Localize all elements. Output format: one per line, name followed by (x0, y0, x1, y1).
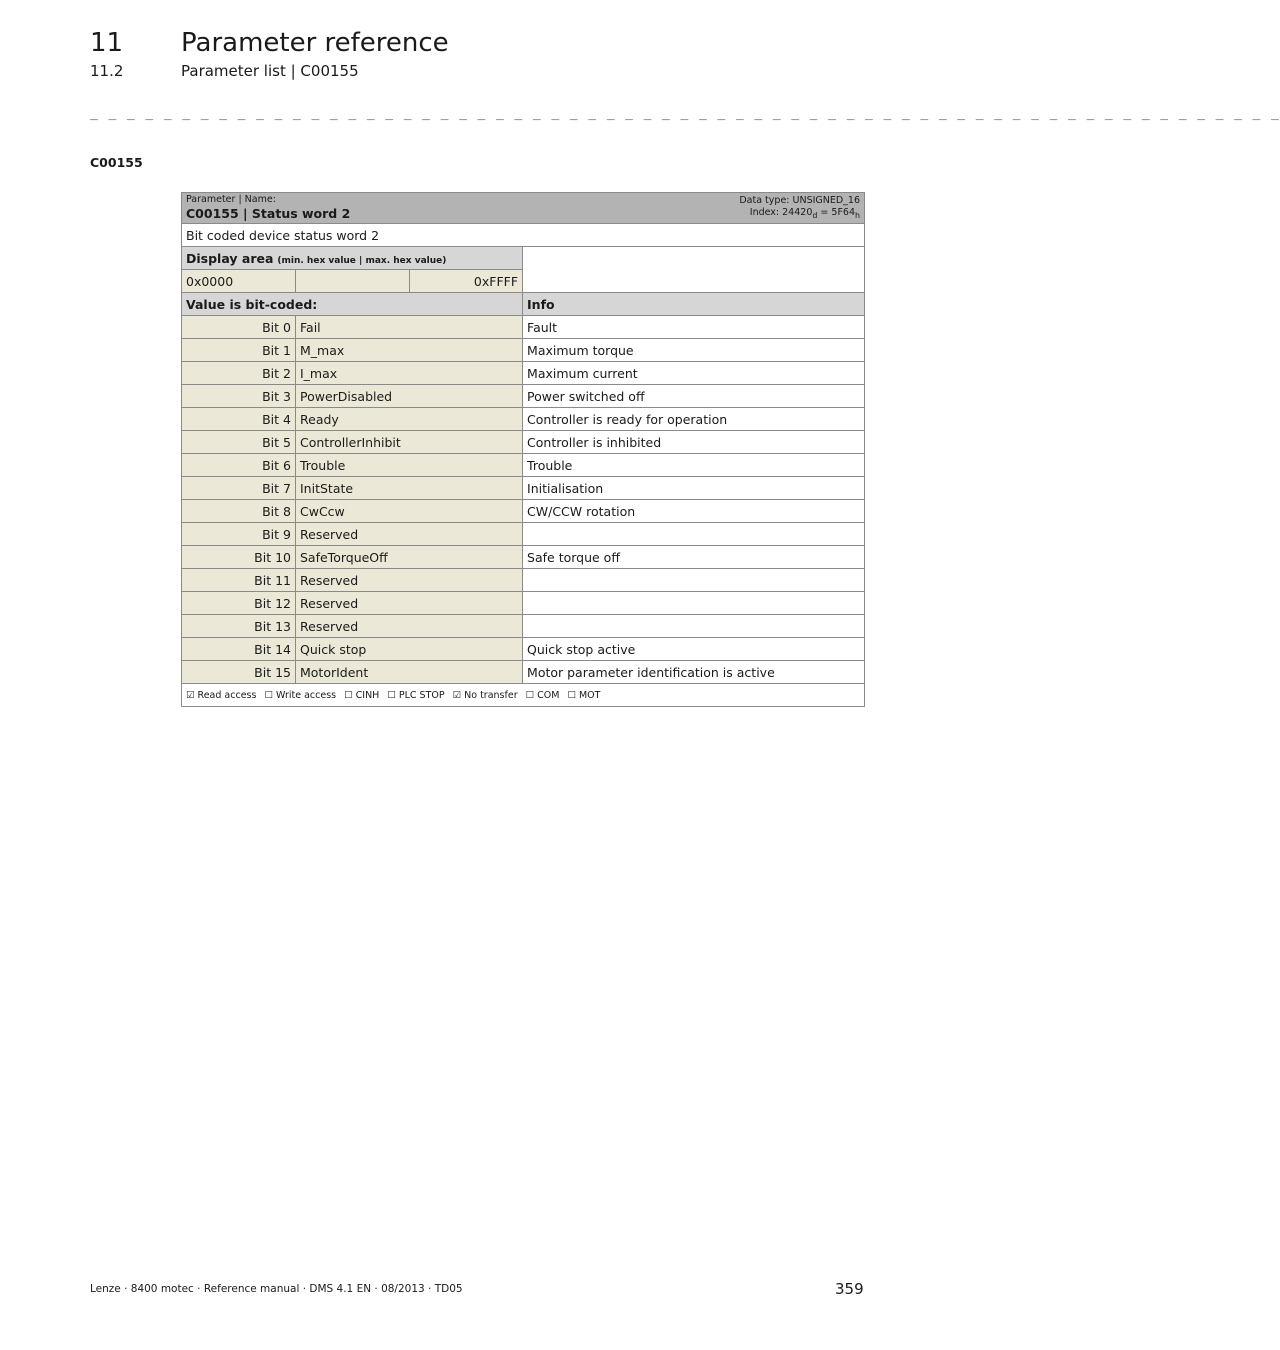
bit-number: Bit 4 (182, 408, 296, 431)
data-type: Data type: UNSIGNED_16 (739, 194, 861, 206)
bit-row (182, 477, 865, 500)
access-flag: ☐ COM (525, 689, 560, 701)
bit-info: CW/CCW rotation (523, 500, 865, 523)
index-value: Index: $24420_d = 5F64_h$ (749, 206, 861, 220)
footer-text: Lenze · 8400 motec · Reference manual · DMS 4.1 EN · 08/2013 · TD05 (90, 1283, 463, 1295)
bit-row (182, 592, 865, 615)
bit-info: Power switched off (523, 385, 865, 408)
bit-name: PowerDisabled (296, 385, 523, 408)
bit-row (182, 316, 865, 339)
bit-number: Bit 0 (182, 316, 296, 339)
description-row (182, 224, 865, 247)
access-flag: ☐ PLC STOP (387, 689, 445, 701)
min-value: 0x0000 (182, 270, 296, 293)
max-value: 0xFFFF (410, 270, 523, 293)
bit-number: Bit 7 (182, 477, 296, 500)
display-area-row (182, 247, 865, 270)
bit-row (182, 569, 865, 592)
parameter-code-heading: C00155 (90, 155, 143, 170)
display-area-blank (523, 247, 865, 293)
bit-info: Safe torque off (523, 546, 865, 569)
bit-name: Reserved (296, 569, 523, 592)
parameter-name: C00155 | Status word 2 (186, 206, 351, 221)
bit-name: SafeTorqueOff (296, 546, 523, 569)
display-area-label: Display area (186, 250, 274, 266)
chapter-title: Parameter reference (181, 28, 449, 58)
bit-header-row (182, 293, 865, 316)
bit-name: Reserved (296, 615, 523, 638)
access-flag: ☑ Read access (186, 689, 257, 701)
bit-info: Maximum torque (523, 339, 865, 362)
bit-name: Reserved (296, 523, 523, 546)
bit-info: Maximum current (523, 362, 865, 385)
bit-name: MotorIdent (296, 661, 523, 684)
bit-number: Bit 3 (182, 385, 296, 408)
bit-info: Initialisation (523, 477, 865, 500)
parameter-header-row (182, 193, 865, 224)
display-area-hint: (min. hex value | max. hex value) (277, 255, 447, 266)
access-flag: ☐ CINH (344, 689, 380, 701)
bit-row (182, 638, 865, 661)
parameter-table (181, 192, 865, 707)
info-label: Info (523, 293, 865, 316)
header-divider: _ _ _ _ _ _ _ _ _ _ _ _ _ _ _ _ _ _ _ _ _ _ _ _ _ _ _ _ _ _ _ _ _ _ _ _ _ _ _ _ _ _ _ _ _ _ _ _ _ _ _ _ _ _ _ _ _ _ _ _ _ _ _ _ _ (90, 106, 1280, 121)
bit-row (182, 454, 865, 477)
bit-name: I_max (296, 362, 523, 385)
access-flag: ☐ MOT (567, 689, 601, 701)
access-flag: ☐ Write access (264, 689, 337, 701)
bit-info: Controller is ready for operation (523, 408, 865, 431)
bit-name: Reserved (296, 592, 523, 615)
bit-info (523, 592, 865, 615)
display-area-label-cell (182, 247, 523, 270)
bit-row (182, 523, 865, 546)
access-flags (182, 684, 865, 707)
bit-info: Controller is inhibited (523, 431, 865, 454)
bit-name: Ready (296, 408, 523, 431)
section-number: 11.2 (90, 62, 124, 80)
bit-row (182, 615, 865, 638)
data-type-cell (523, 193, 865, 224)
bit-name: ControllerInhibit (296, 431, 523, 454)
bit-number: Bit 10 (182, 546, 296, 569)
bit-info (523, 615, 865, 638)
bit-number: Bit 15 (182, 661, 296, 684)
bit-info (523, 523, 865, 546)
parameter-name-cell (182, 193, 523, 224)
bit-row (182, 500, 865, 523)
bit-row (182, 661, 865, 684)
bit-info: Fault (523, 316, 865, 339)
description-cell: Bit coded device status word 2 (182, 224, 865, 247)
bit-info: Motor parameter identification is active (523, 661, 865, 684)
bit-name: Trouble (296, 454, 523, 477)
bit-name: InitState (296, 477, 523, 500)
bit-number: Bit 2 (182, 362, 296, 385)
bit-row (182, 385, 865, 408)
bit-name: M_max (296, 339, 523, 362)
parameter-label: Parameter | Name: (186, 194, 276, 205)
access-row (182, 684, 865, 707)
chapter-number: 11 (90, 28, 124, 58)
value-label: Value is bit-coded: (182, 293, 523, 316)
bit-name: Quick stop (296, 638, 523, 661)
bit-number: Bit 1 (182, 339, 296, 362)
section-title: Parameter list | C00155 (181, 62, 359, 80)
bit-info: Trouble (523, 454, 865, 477)
bit-row (182, 408, 865, 431)
bit-info (523, 569, 865, 592)
range-spacer (296, 270, 410, 293)
bit-row (182, 339, 865, 362)
page-number: 359 (835, 1280, 864, 1298)
bit-number: Bit 14 (182, 638, 296, 661)
bit-number: Bit 13 (182, 615, 296, 638)
bit-number: Bit 11 (182, 569, 296, 592)
access-flag: ☑ No transfer (452, 689, 518, 701)
bit-row (182, 362, 865, 385)
bit-row (182, 431, 865, 454)
bit-number: Bit 9 (182, 523, 296, 546)
bit-name: CwCcw (296, 500, 523, 523)
bit-number: Bit 8 (182, 500, 296, 523)
bit-number: Bit 12 (182, 592, 296, 615)
bit-number: Bit 6 (182, 454, 296, 477)
bit-name: Fail (296, 316, 523, 339)
bit-number: Bit 5 (182, 431, 296, 454)
bit-row (182, 546, 865, 569)
bit-info: Quick stop active (523, 638, 865, 661)
